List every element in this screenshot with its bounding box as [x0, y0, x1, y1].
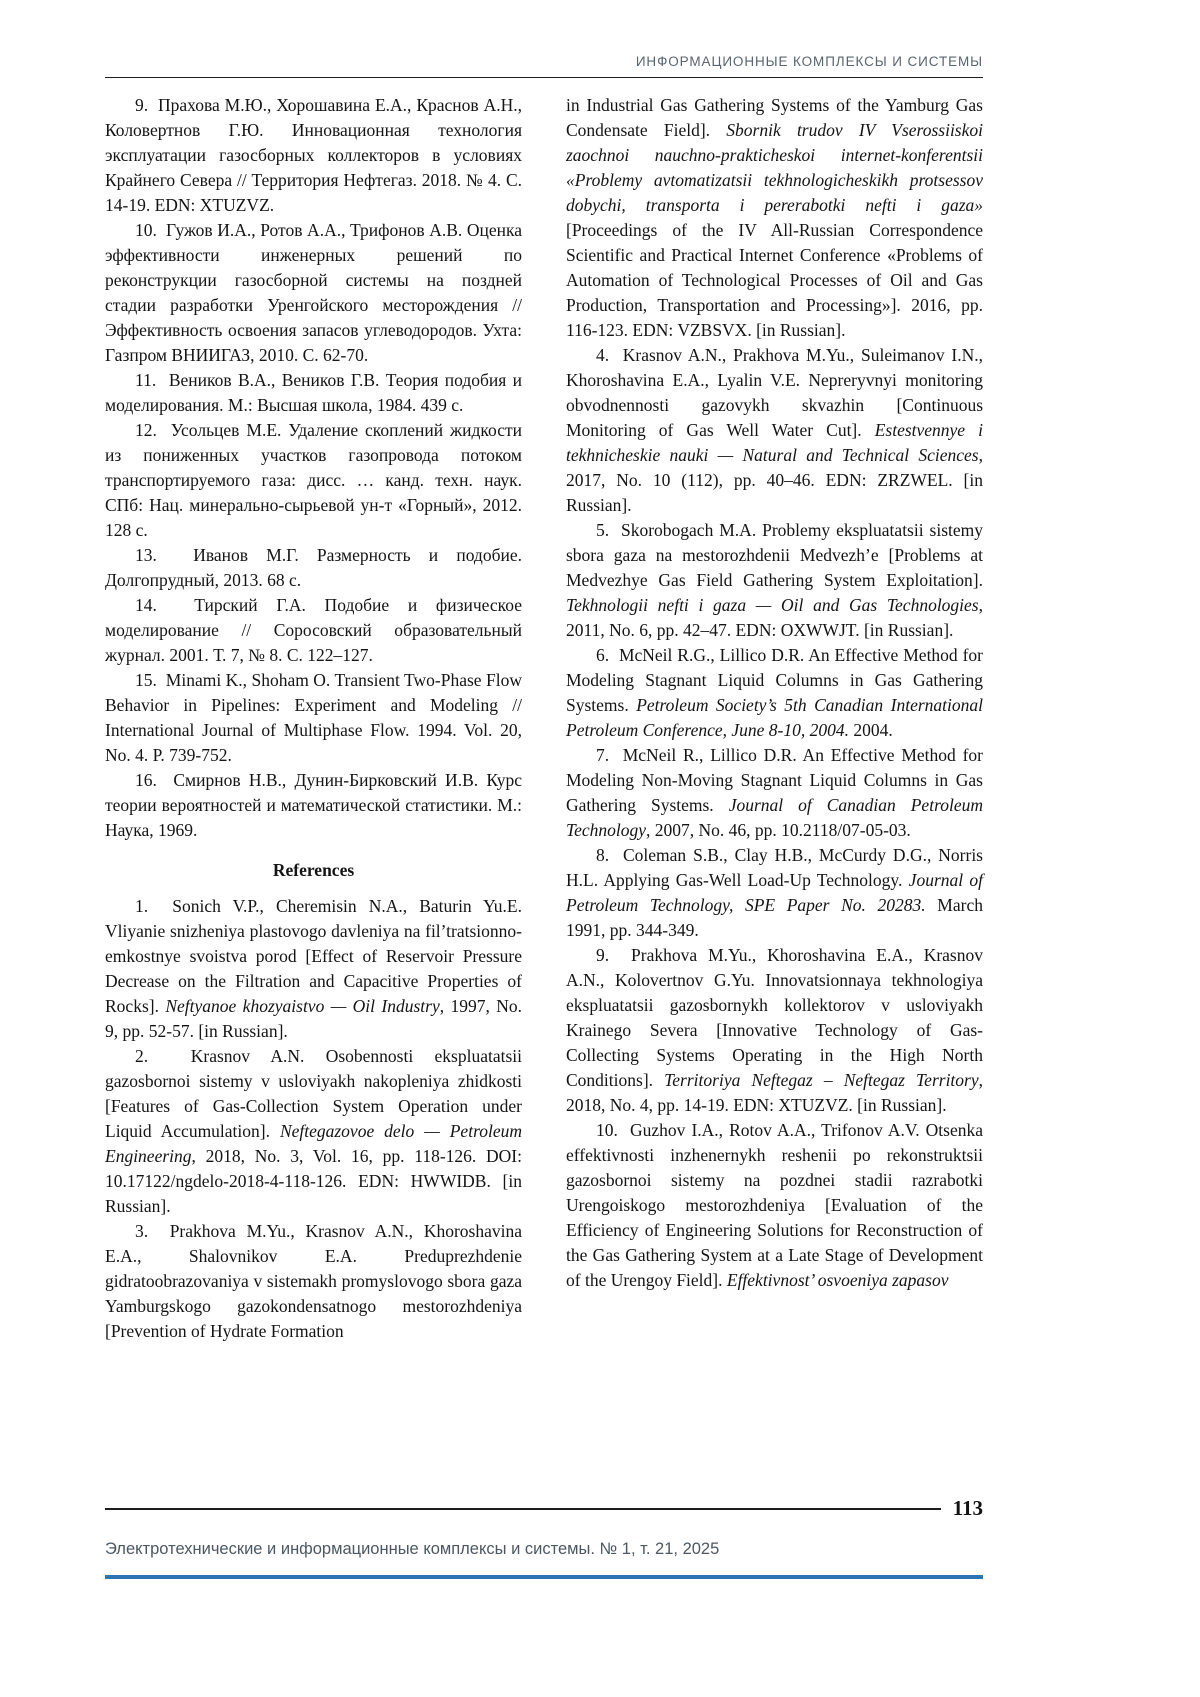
text-run: 11. Веников В.А., Веников Г.В. Теория подобия и моделирования. М.: Высшая школа, 1984. 439 с. [105, 370, 522, 415]
right-column [566, 93, 983, 1344]
italic-text-run: Neftegazovoe delo — Petroleum Engineering [105, 1121, 522, 1166]
text-run: 16. Смирнов Н.В., Дунин-Бирковский И.В. Курс теории вероятностей и математической статистики. М.: Наука, 1969. [105, 770, 522, 840]
text-run: , 2007, No. 46, pp. 10.2118/07-05-03. [646, 820, 911, 840]
journal-footer-line: Электротехнические и информационные комплексы и системы. № 1, т. 21, 2025 [105, 1540, 720, 1558]
reference-entry [566, 743, 983, 843]
text-run: 13. Иванов М.Г. Размерность и подобие. Долгопрудный, 2013. 68 с. [105, 545, 522, 590]
text-run: , 2018, No. 3, Vol. 16, pp. 118-126. DOI: 10.17122/ngdelo-2018-4-118-126. EDN: HWWIDB. [in Russian]. [105, 1146, 522, 1216]
footer [105, 1496, 983, 1521]
italic-text-run: Journal of Petroleum Technology, SPE Paper No. 20283. [566, 870, 983, 915]
text-run: 9. Прахова М.Ю., Хорошавина Е.А., Краснов А.Н., Коловертнов Г.Ю. Инновационная технология эксплуатации газосборных коллекторов в условиях Крайнего Севера // Территория Нефтегаз. 2018. № 4. С. 14-19. EDN: XTUZVZ. [105, 95, 522, 215]
text-run: in Industrial Gas Gathering Systems of the Yamburg Gas Condensate Field]. [566, 95, 983, 140]
reference-entry [105, 1044, 522, 1219]
reference-entry [105, 768, 522, 843]
text-run: 6. McNeil R.G., Lillico D.R. An Effective Method for Modeling Stagnant Liquid Columns in Gas Gathering Systems. [566, 645, 983, 715]
text-run: 9. Prakhova M.Yu., Khoroshavina E.A., Krasnov A.N., Kolovertnov G.Yu. Innovatsionnaya tekhnologiya ekspluatatsii gazosbornykh kollektorov v usloviyakh Krainego Severa [Innovative Technology of Gas-Collecting Systems Operating in the High North Conditions]. [566, 945, 983, 1090]
reference-entry [105, 593, 522, 668]
reference-entry [566, 643, 983, 743]
text-run: , 1997, No. 9, pp. 52-57. [in Russian]. [105, 996, 522, 1041]
italic-text-run: Territoriya Neftegaz – Neftegaz Territory [664, 1070, 979, 1090]
references-heading [105, 858, 522, 883]
text-run: March 1991, pp. 344-349. [566, 895, 983, 940]
italic-text-run: Petroleum Society’s 5th Canadian International Petroleum Conference, June 8-10, 2004. [566, 695, 983, 740]
text-run: 10. Гужов И.А., Ротов А.А., Трифонов А.В. Оценка эффективности инженерных решений по реконструкции газосборной системы на поздней стадии разработки Уренгойского месторождения // Эффективность освоения запасов углеводородов. Ухта: Газпром ВНИИГАЗ, 2010. С. 62-70. [105, 220, 522, 365]
footer-accent-bar [105, 1575, 983, 1579]
reference-entry [566, 1118, 983, 1293]
footer-rule [105, 1508, 941, 1510]
reference-entry [105, 668, 522, 768]
text-run: 2. Krasnov A.N. Osobennosti ekspluatatsii gazosbornoi sistemy v usloviyakh nakopleniya zhidkosti [Features of Gas-Collection System Operation under Liquid Accumulation]. [105, 1046, 522, 1141]
reference-entry [566, 93, 983, 343]
text-run: 14. Тирский Г.А. Подобие и физическое моделирование // Соросовский образовательный журнал. 2001. Т. 7, № 8. С. 122–127. [105, 595, 522, 665]
italic-text-run: Effektivnost’ osvoeniya zapasov [726, 1270, 949, 1290]
text-run: 8. Coleman S.B., Clay H.B., McCurdy D.G., Norris H.L. Applying Gas-Well Load-Up Technology. [566, 845, 983, 890]
italic-text-run: Neftyanoe khozyaistvo — Oil Industry [165, 996, 440, 1016]
reference-entry [105, 93, 522, 218]
text-run: 15. Minami K., Shoham O. Transient Two-Phase Flow Behavior in Pipelines: Experiment and Modeling // International Journal of Multiphase Flow. 1994. Vol. 20, No. 4. P. 739-752. [105, 670, 522, 765]
reference-entry [105, 1219, 522, 1344]
text-run: [Proceedings of the IV All-Russian Correspondence Scientific and Practical Internet Conference «Problems of Automation of Technological Processes of Oil and Gas Production, Transportation and Processing»]. 2016, pp. 116-123. EDN: VZBSVX. [in Russian]. [566, 220, 983, 340]
reference-entry [105, 894, 522, 1044]
header-rule [105, 77, 983, 78]
reference-entry [566, 518, 983, 643]
text-run: 12. Усольцев М.Е. Удаление скоплений жидкости из пониженных участков газопровода потоком транспортируемого газа: дисс. … канд. техн. наук. СПб: Нац. минерально-сырьевой ун-т «Горный», 2012. 128 с. [105, 420, 522, 540]
text-run: 1. Sonich V.P., Cheremisin N.A., Baturin Yu.E. Vliyanie snizheniya plastovogo davleniya na fil’tratsionno-emkostnye svoistva porod [Effect of Reservoir Pressure Decrease on the Filtration and Capacitive Properties of Rocks]. [105, 896, 522, 1016]
text-run: 3. Prakhova M.Yu., Krasnov A.N., Khoroshavina E.A., Shalovnikov E.A. Preduprezhdenie gidratoobrazovaniya v sistemakh promyslovogo sbora gaza Yamburgskogo gazokondensatnogo mestorozhdeniya [Prevention of Hydrate Formation [105, 1221, 522, 1341]
running-header: ИНФОРМАЦИОННЫЕ КОМПЛЕКСЫ И СИСТЕМЫ [635, 54, 983, 69]
italic-text-run: Tekhnologii nefti i gaza — Oil and Gas Technologies [566, 595, 979, 615]
reference-entry [566, 343, 983, 518]
text-run: References [272, 860, 355, 880]
text-run: , 2011, No. 6, pp. 42–47. EDN: OXWWJT. [in Russian]. [566, 595, 983, 640]
text-run: 10. Guzhov I.A., Rotov A.A., Trifonov A.V. Otsenka effektivnosti inzhenernykh reshenii po rekonstruktsii gazosbornoi sistemy na pozdnei stadii razrabotki Urengoiskogo mestorozhdeniya [Evaluation of the Efficiency of Engineering Solutions for Reconstruction of the Gas Gathering System at a Late Stage of Development of the Urengoy Field]. [566, 1120, 983, 1290]
page-number: 113 [952, 1496, 983, 1520]
text-run: 7. McNeil R., Lillico D.R. An Effective Method for Modeling Non-Moving Stagnant Liquid Columns in Gas Gathering Systems. [566, 745, 983, 815]
text-run: , 2017, No. 10 (112), pp. 40–46. EDN: ZRZWEL. [in Russian]. [566, 445, 983, 515]
text-run: 5. Skorobogach M.A. Problemy ekspluatatsii sistemy sbora gaza na mestorozhdenii Medvezh’e [Problems at Medvezhye Gas Field Gathering System Exploitation]. [566, 520, 983, 590]
reference-entry [105, 543, 522, 593]
text-run: 4. Krasnov A.N., Prakhova M.Yu., Suleimanov I.N., Khoroshavina E.A., Lyalin V.E. Nepreryvnyi monitoring obvodnennosti gazovykh skvazhin [Continuous Monitoring of Gas Well Water Cut]. [566, 345, 983, 440]
left-column [105, 93, 522, 1344]
text-run: 2004. [849, 720, 893, 740]
reference-entry [566, 943, 983, 1118]
text-run: , 2018, No. 4, pp. 14-19. EDN: XTUZVZ. [in Russian]. [566, 1070, 983, 1115]
italic-text-run: Journal of Canadian Petroleum Technology [566, 795, 983, 840]
reference-entry [105, 218, 522, 368]
italic-text-run: Sbornik trudov IV Vserossiiskoi zaochnoi nauchno-prakticheskoi internet-konferentsii «Problemy avtomatizatsii tekhnologicheskikh protsessov dobychi, transporta i pererabotki nefti i gaza» [566, 120, 983, 215]
reference-entry [105, 418, 522, 543]
reference-entry [566, 843, 983, 943]
italic-text-run: Estestvennye i tekhnicheskie nauki — Natural and Technical Sciences [566, 420, 983, 465]
reference-entry [105, 368, 522, 418]
text-columns [105, 93, 983, 1344]
